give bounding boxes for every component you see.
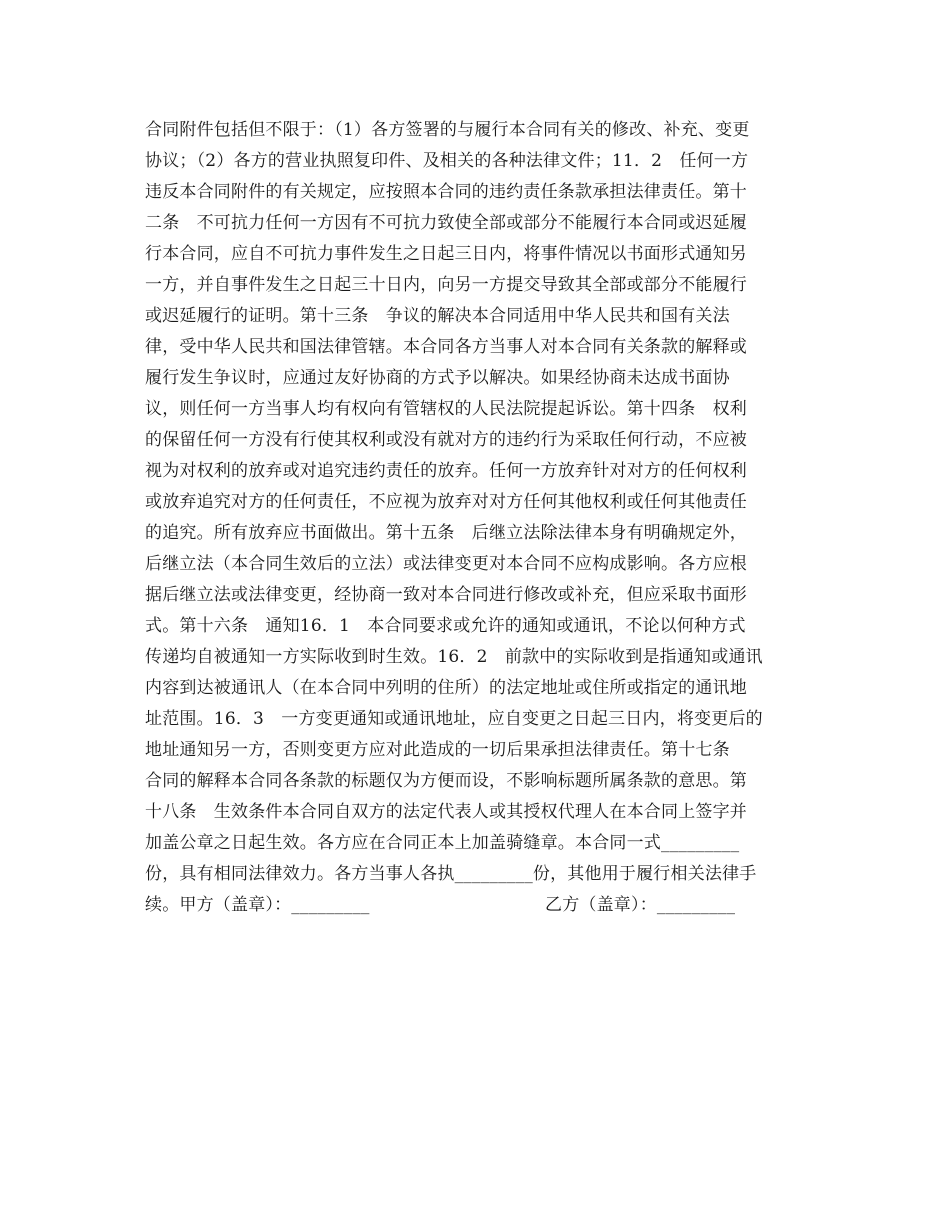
text-line: 传递均自被通知一方实际收到时生效。16．2 前款中的实际收到是指通知或通讯	[145, 647, 763, 667]
party-a-signature: 续。甲方（盖章）：_________	[145, 895, 370, 915]
signature-line	[145, 890, 825, 921]
text-line: 式。第十六条 通知16．1 本合同要求或允许的通知或通讯，不论以何种方式	[145, 616, 746, 636]
text-line: 或迟延履行的证明。第十三条 争议的解决本合同适用中华人民共和国有关法	[145, 306, 730, 326]
text-line: 一方，并自事件发生之日起三十日内，向另一方提交导致其全部或部分不能履行	[145, 275, 747, 295]
party-b-signature: 乙方（盖章）：_________	[545, 895, 736, 915]
text-line: 加盖公章之日起生效。各方应在合同正本上加盖骑缝章。本合同一式_________	[145, 833, 740, 853]
text-line: 履行发生争议时，应通过友好协商的方式予以解决。如果经协商未达成书面协	[145, 368, 730, 388]
text-line: 的保留任何一方没有行使其权利或没有就对方的违约行为采取任何行动，不应被	[145, 430, 747, 450]
text-line: 内容到达被通讯人（在本合同中列明的住所）的法定地址或住所或指定的通讯地	[145, 678, 747, 698]
text-line: 或放弃追究对方的任何责任，不应视为放弃对对方任何其他权利或任何其他责任	[145, 492, 747, 512]
text-line: 地址通知另一方，否则变更方应对此造成的一切后果承担法律责任。第十七条	[145, 740, 730, 760]
text-line: 议，则任何一方当事人均有权向有管辖权的人民法院提起诉讼。第十四条 权利	[145, 399, 747, 419]
text-line: 二条 不可抗力任何一方因有不可抗力致使全部或部分不能履行本合同或迟延履	[145, 213, 747, 233]
text-line: 据后继立法或法律变更，经协商一致对本合同进行修改或补充，但应采取书面形	[145, 585, 747, 605]
text-line: 的追究。所有放弃应书面做出。第十五条 后继立法除法律本身有明确规定外，	[145, 523, 747, 543]
text-line: 址范围。16．3 一方变更通知或通讯地址，应自变更之日起三日内，将变更后的	[145, 709, 763, 729]
text-line: 律，受中华人民共和国法律管辖。本合同各方当事人对本合同有关条款的解释或	[145, 337, 747, 357]
text-line: 协议；（2）各方的营业执照复印件、及相关的各种法律文件；11．2 任何一方	[145, 151, 749, 171]
text-line: 十八条 生效条件本合同自双方的法定代表人或其授权代理人在本合同上签字并	[145, 802, 747, 822]
text-line: 合同的解释本合同各条款的标题仅为方便而设，不影响标题所属条款的意思。第	[145, 771, 747, 791]
text-line: 份，具有相同法律效力。各方当事人各执_________份，其他用于履行相关法律手	[145, 864, 757, 884]
text-line: 行本合同，应自不可抗力事件发生之日起三日内，将事件情况以书面形式通知另	[145, 244, 747, 264]
text-line: 合同附件包括但不限于：（1）各方签署的与履行本合同有关的修改、补充、变更	[145, 120, 750, 140]
contract-text	[145, 115, 825, 921]
text-line: 后继立法（本合同生效后的立法）或法律变更对本合同不应构成影响。各方应根	[145, 554, 747, 574]
text-line: 违反本合同附件的有关规定，应按照本合同的违约责任条款承担法律责任。第十	[145, 182, 747, 202]
text-line: 视为对权利的放弃或对追究违约责任的放弃。任何一方放弃针对对方的任何权利	[145, 461, 747, 481]
